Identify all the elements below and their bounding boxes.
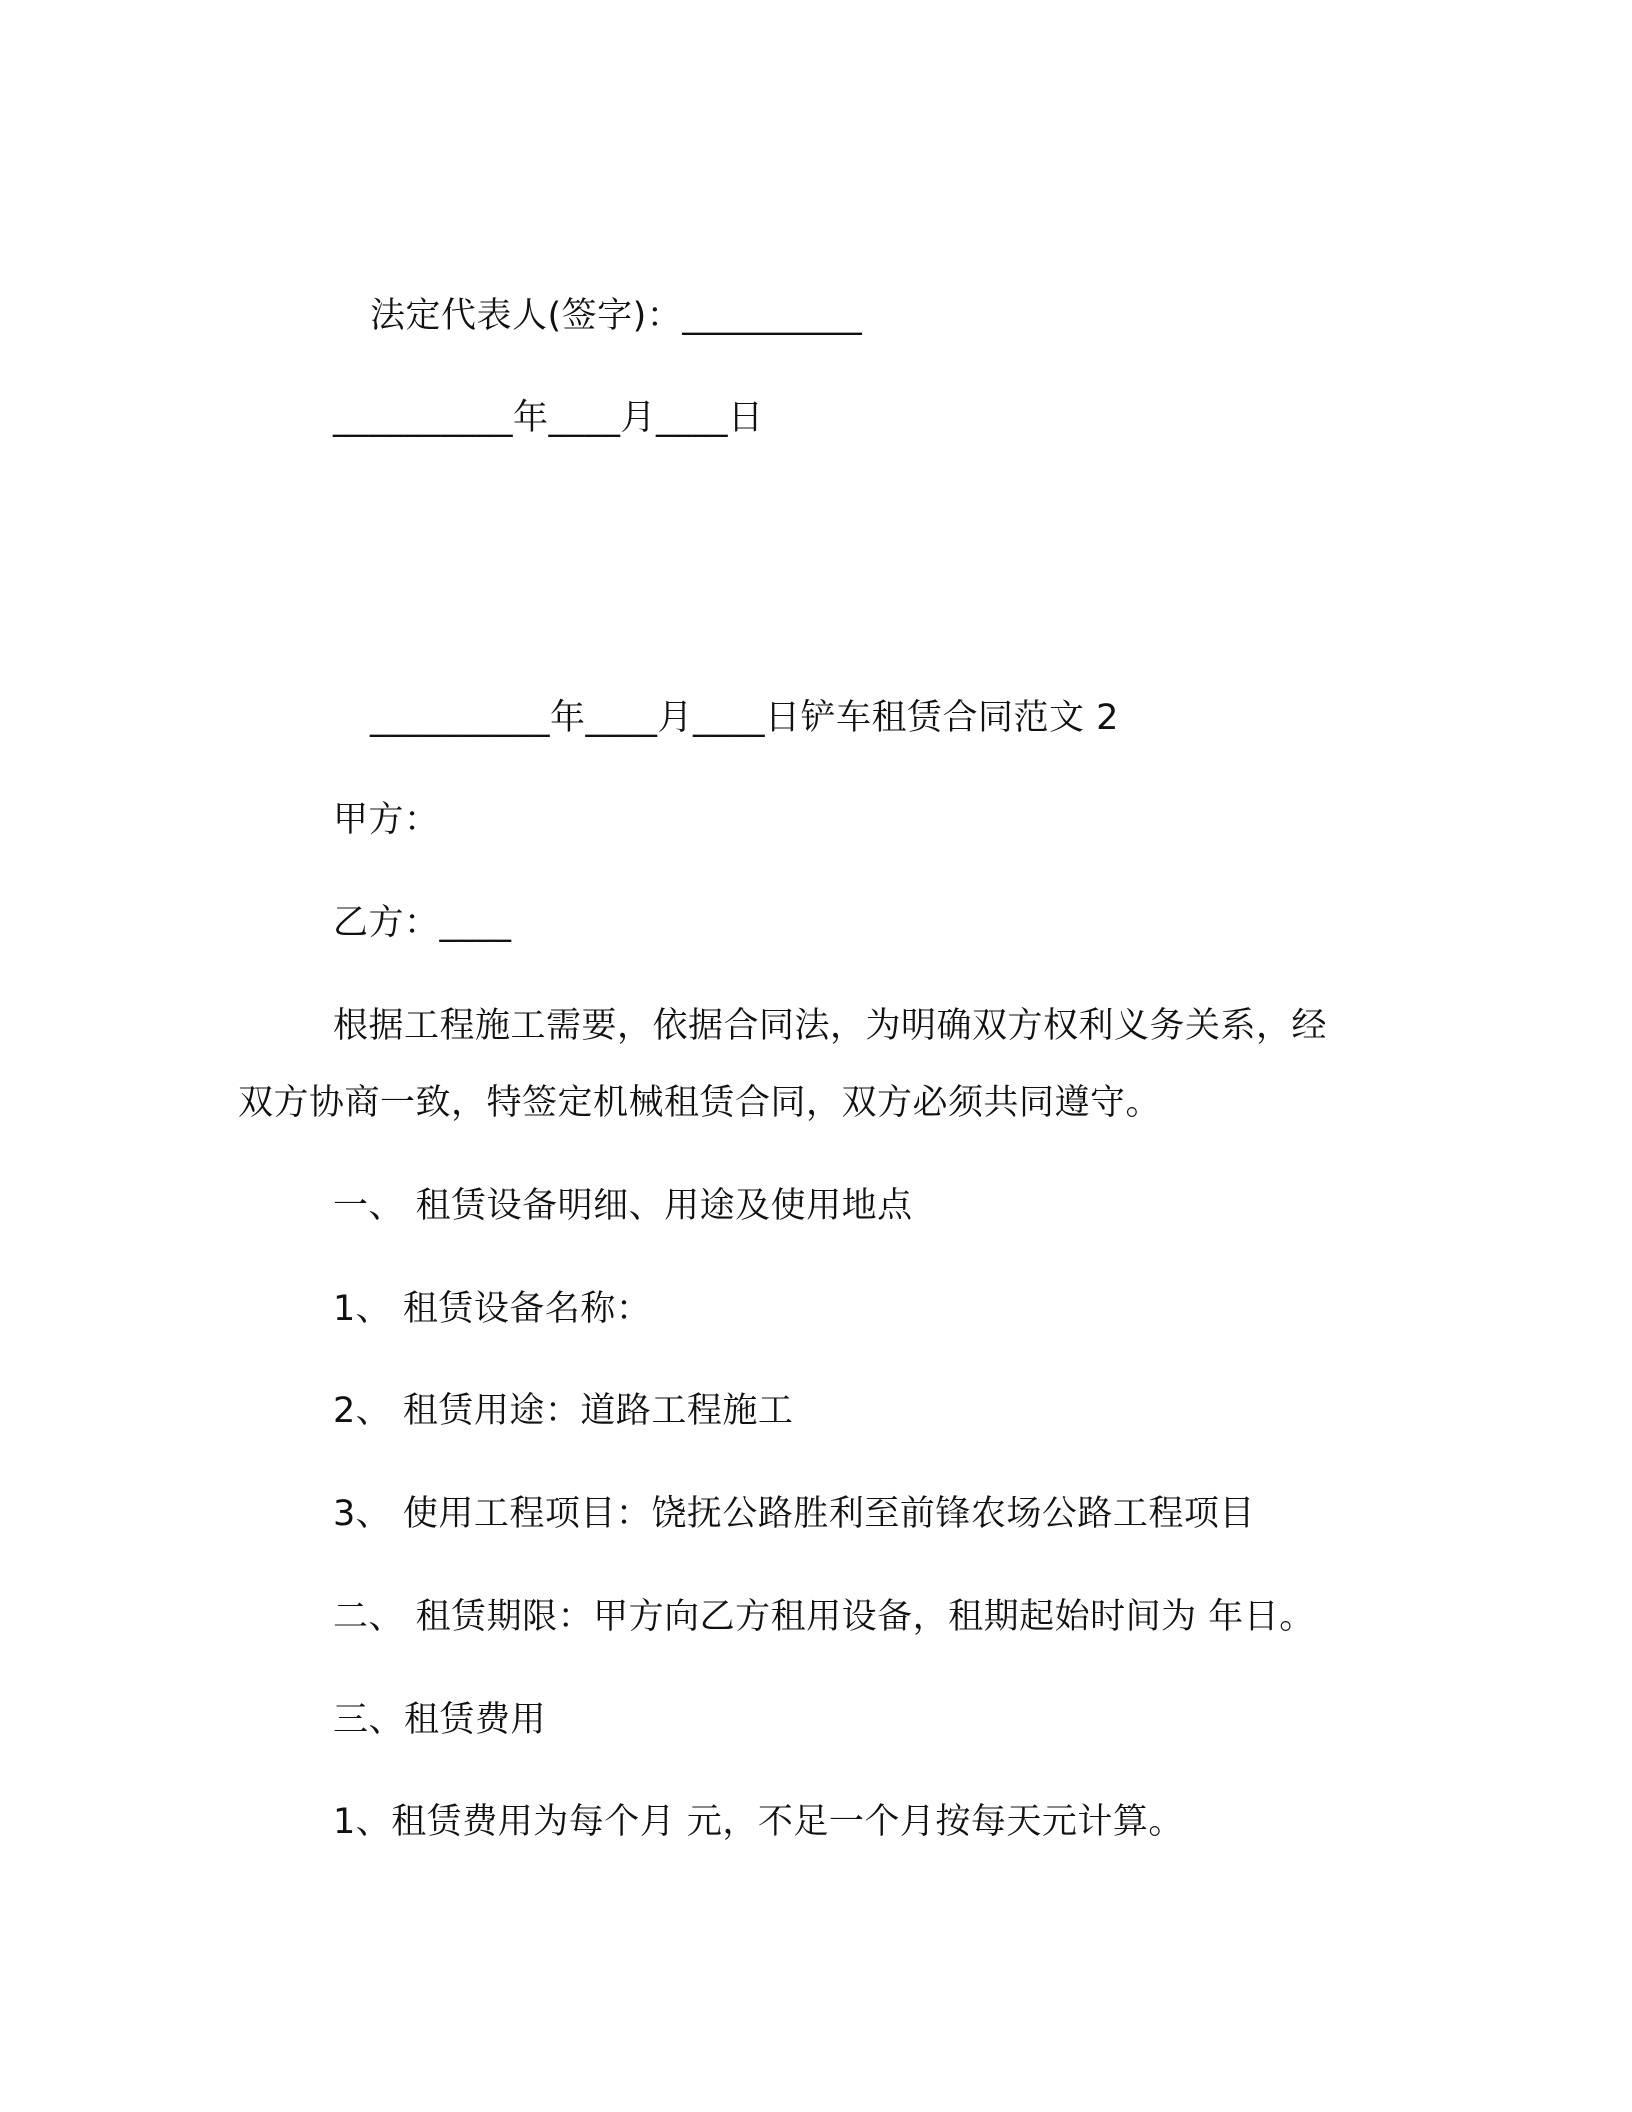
clause-2: 二、 租赁期限：甲方向乙方租用设备，租期起始时间为 年日。 [333, 1597, 1315, 1637]
clause-1-item-1: 1、 租赁设备名称： [333, 1289, 652, 1329]
clause-1-item-2: 2、 租赁用途：道路工程施工 [333, 1391, 794, 1431]
clause-1-item-3: 3、 使用工程项目：饶抚公路胜利至前锋农场公路工程项目 [333, 1494, 1255, 1534]
party-b: 乙方：____ [333, 903, 512, 943]
clause-3-item-1: 1、租赁费用为每个月 元，不足一个月按每天元计算。 [333, 1802, 1184, 1842]
clause-1-title: 一、 租赁设备明细、用途及使用地点 [333, 1186, 913, 1226]
clause-3-title: 三、租赁费用 [333, 1700, 547, 1740]
party-a: 甲方： [333, 800, 440, 840]
date-line: __________年____月____日 [333, 398, 764, 438]
intro-line-1: 根据工程施工需要，依据合同法，为明确双方权利义务关系，经 [333, 1006, 1328, 1046]
intro-line-2: 双方协商一致，特签定机械租赁合同，双方必须共同遵守。 [238, 1083, 1162, 1123]
signature-line: 法定代表人(签字)：__________ [370, 296, 863, 336]
section-title: __________年____月____日铲车租赁合同范文 2 [370, 698, 1119, 738]
